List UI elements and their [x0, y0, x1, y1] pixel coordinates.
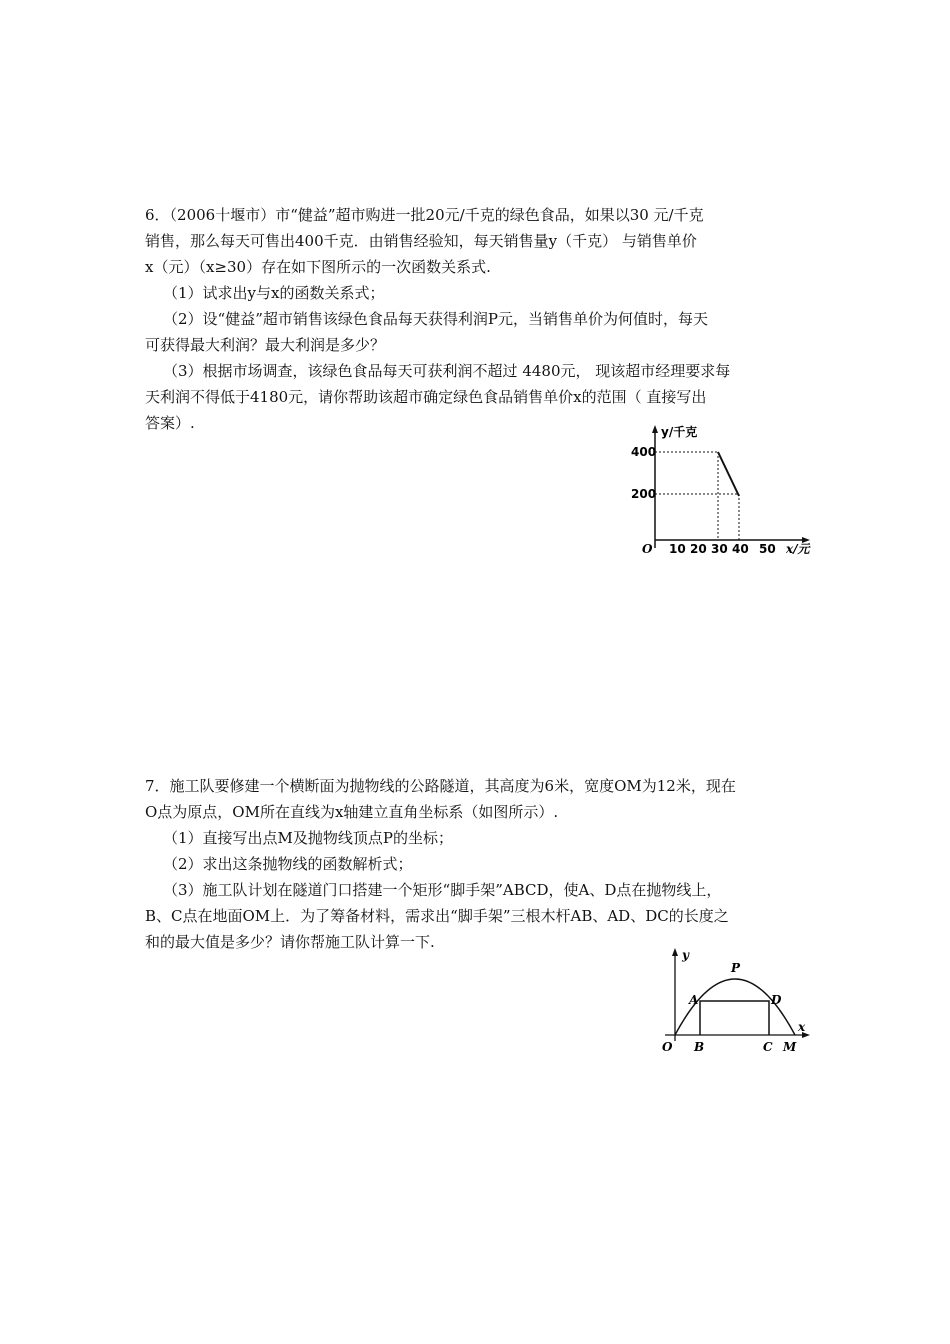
y-axis-arrow — [652, 425, 658, 433]
problem-6-line-3: x（元）（x≥30）存在如下图所示的一次函数关系式. — [145, 258, 491, 276]
problem-7-part-1: （1）直接写出点M及抛物线顶点P的坐标； — [163, 829, 453, 847]
problem-6-part-1: （1）试求出y与x的函数关系式； — [163, 284, 385, 302]
point-label-d: D — [771, 993, 782, 1007]
x-tick-20: 20 — [690, 542, 707, 556]
problem-7-line-2: O点为原点，OM所在直线为x轴建立直角坐标系（如图所示）. — [145, 803, 559, 821]
point-label-p: P — [731, 961, 741, 975]
problem-6-part-2-line-2: 可获得最大利润？最大利润是多少？ — [145, 336, 386, 354]
problem-7-part-3-line-2: B、C点在地面OM上．为了筹备材料，需求出“脚手架”三根木杆AB、AD、DC的长度之 — [145, 907, 729, 925]
origin-label: O — [662, 1040, 673, 1054]
problem-7 — [145, 773, 815, 955]
origin-label: O — [642, 542, 653, 556]
problem-6 — [145, 202, 815, 436]
point-label-m: M — [783, 1040, 797, 1054]
y-axis-label: y — [682, 948, 689, 962]
x-axis-label: x/元 — [786, 542, 810, 556]
problem-6-line-2: 销售，那么每天可售出400千克．由销售经验知，每天销售量y（千克） 与销售单价 — [145, 232, 697, 250]
problem-6-line-1: 6．（2006十堰市）市“健益”超市购进一批20元/千克的绿色食品，如果以30 元/千克 — [145, 206, 704, 224]
y-tick-400: 400 — [631, 445, 657, 459]
problem-6-part-2-line-1: （2）设“健益”超市销售该绿色食品每天获得利润P元，当销售单价为何值时，每天 — [163, 310, 708, 328]
problem-7-part-3-line-1: （3）施工队计划在隧道门口搭建一个矩形“脚手架”ABCD，使A、D点在抛物线上， — [163, 881, 722, 899]
problem-6-part-3-line-1: （3）根据市场调查，该绿色食品每天可获利润不超过 4480元， 现该超市经理要求每 — [163, 362, 731, 380]
problem-7-part-2: （2）求出这条抛物线的函数解析式； — [163, 855, 413, 873]
problem-7-line-1: 7．施工队要修建一个横断面为抛物线的公路隧道，其高度为6米，宽度OM为12米，现在 — [145, 777, 736, 795]
x-tick-40: 40 — [732, 542, 749, 556]
x-tick-10: 10 — [669, 542, 686, 556]
parabola-curve — [675, 979, 795, 1035]
figure-7-diagram — [655, 945, 815, 1060]
x-axis-label: x — [798, 1020, 806, 1034]
point-label-a: A — [689, 993, 699, 1007]
data-line — [718, 452, 739, 496]
point-label-b: B — [694, 1040, 705, 1054]
y-axis-arrow — [672, 948, 678, 956]
figure-6-graph — [625, 422, 815, 562]
y-tick-200: 200 — [631, 487, 657, 501]
problem-7-part-3-line-3: 和的最大值是多少？请你帮施工队计算一下. — [145, 933, 435, 951]
x-tick-50: 50 — [759, 542, 776, 556]
y-axis-label: y/千克 — [661, 425, 698, 439]
point-label-c: C — [763, 1040, 773, 1054]
scaffold-rectangle — [700, 1001, 769, 1035]
problem-6-part-3-line-3: 答案）. — [145, 414, 195, 432]
problem-6-part-3-line-2: 天利润不得低于4180元，请你帮助该超市确定绿色食品销售单价x的范围（ 直接写出 — [145, 388, 707, 406]
x-tick-30: 30 — [711, 542, 728, 556]
